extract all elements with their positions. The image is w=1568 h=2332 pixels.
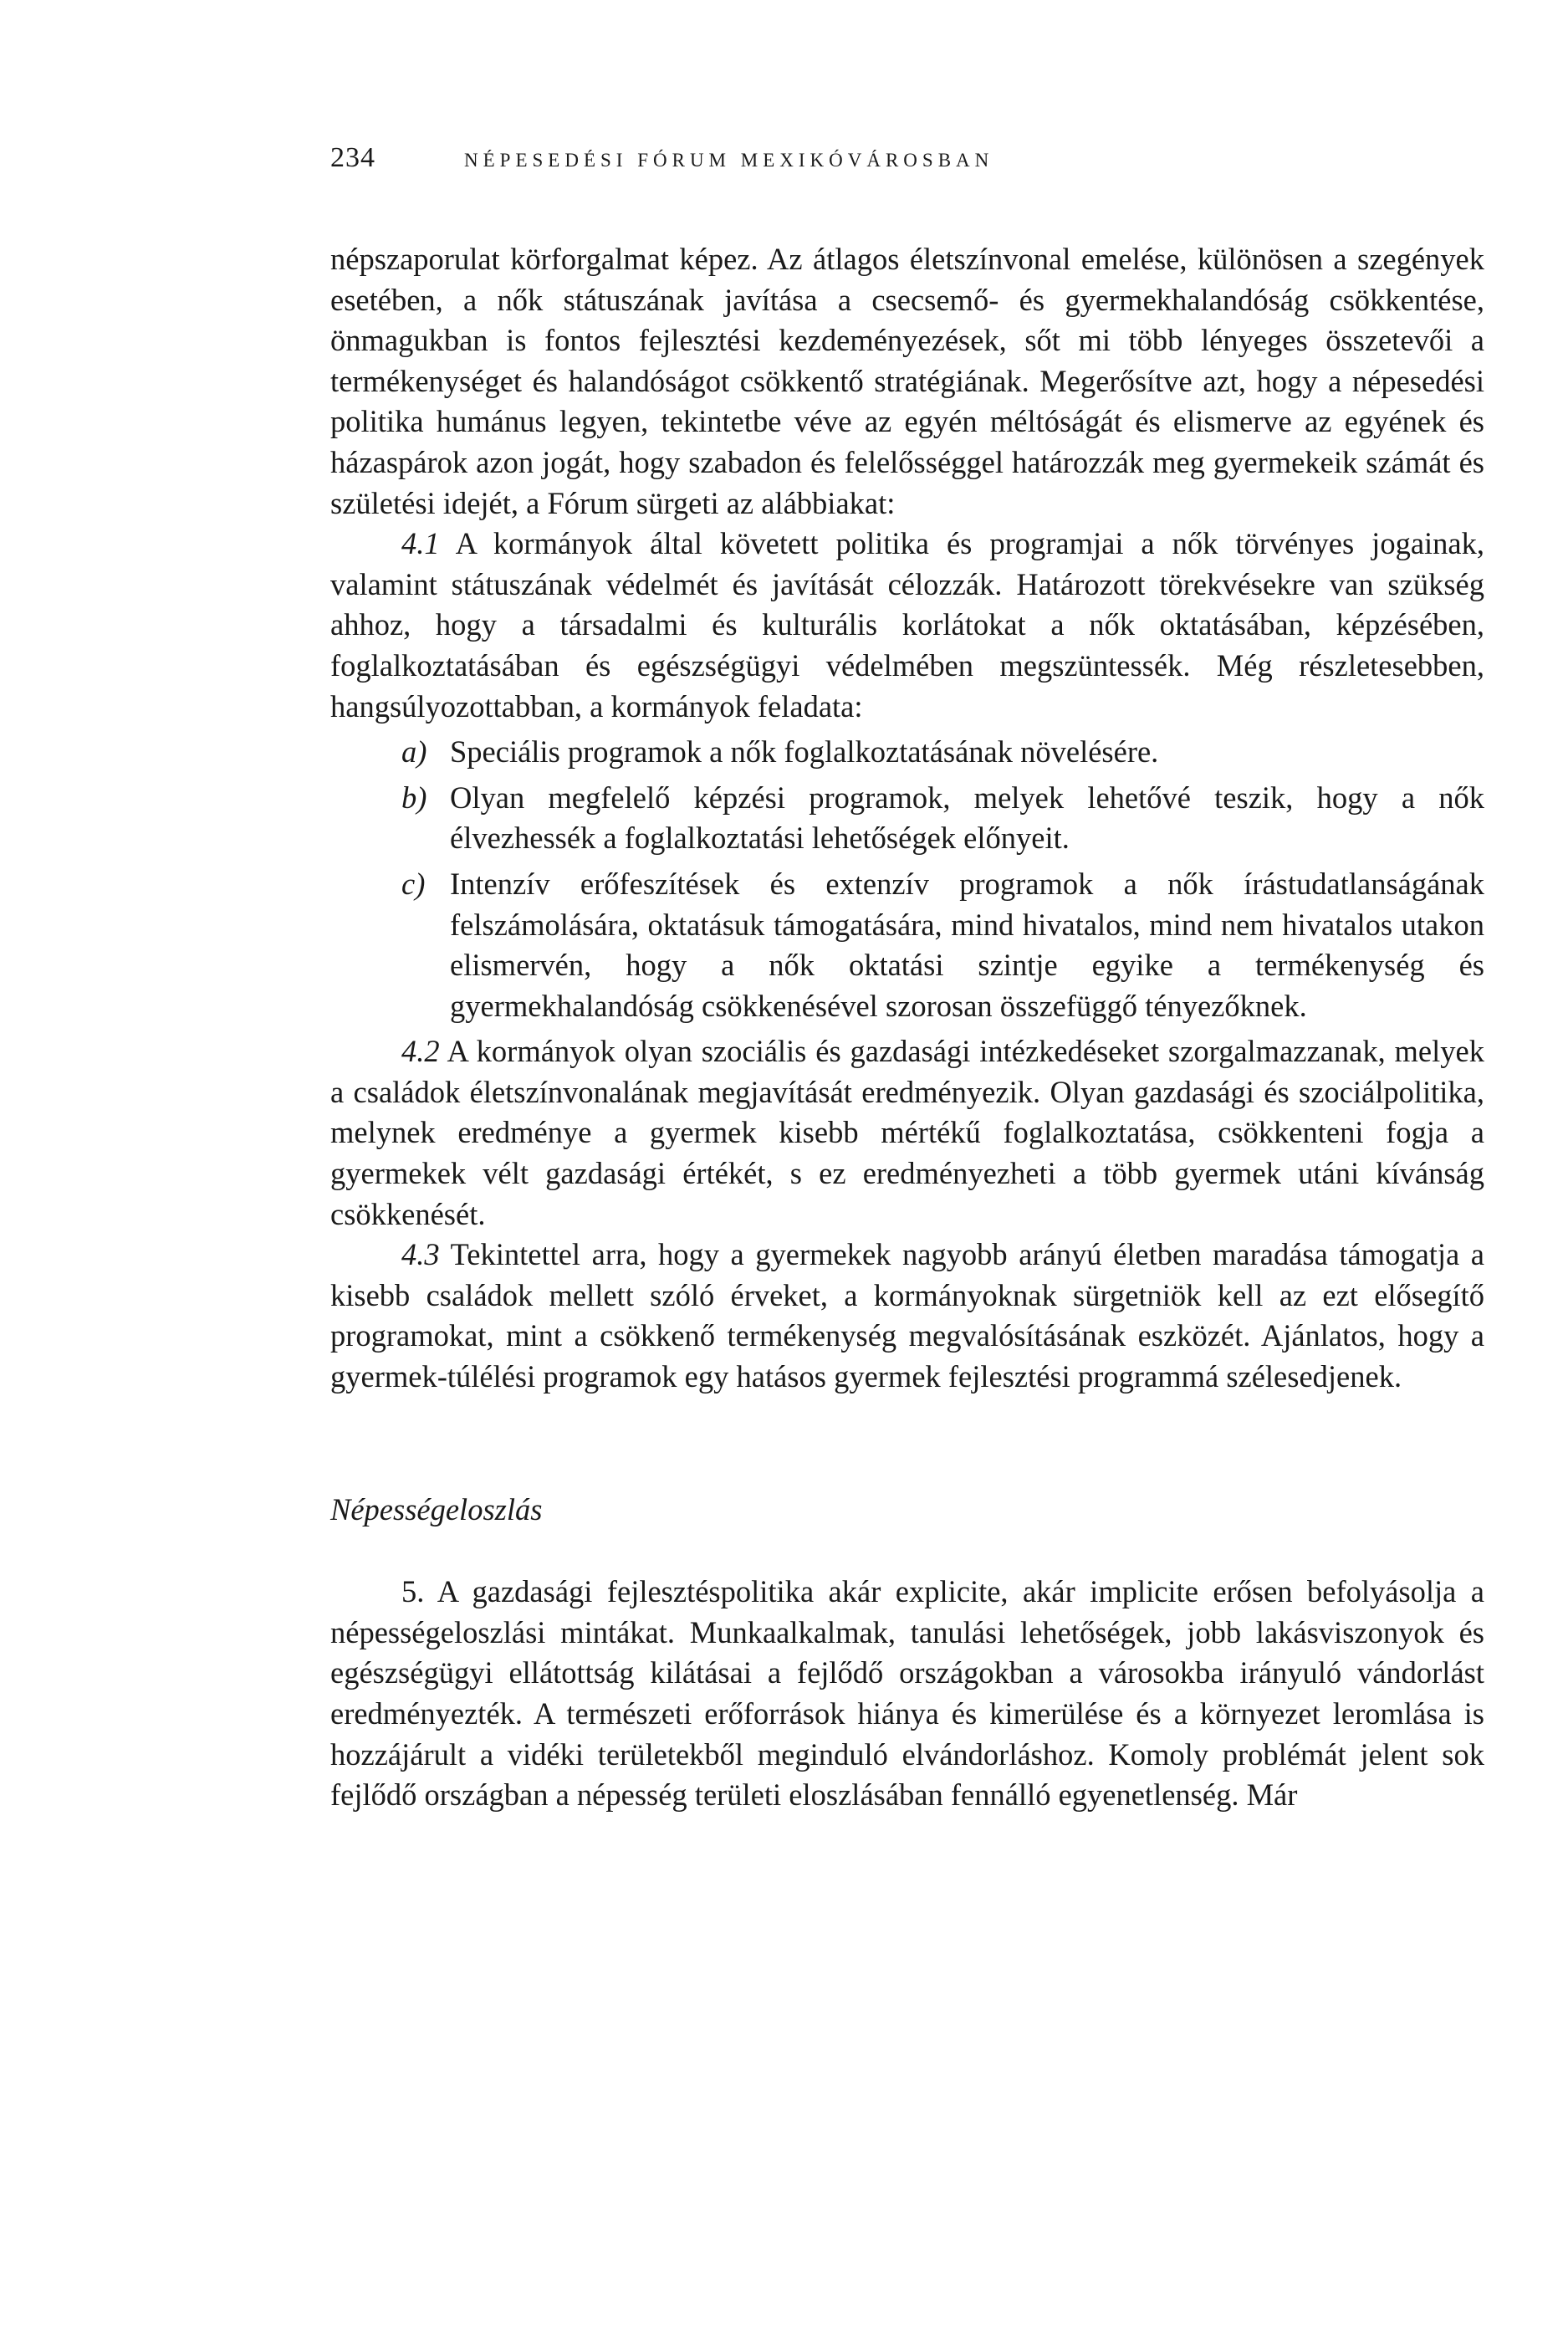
- book-page: [330, 142, 1484, 1816]
- page-body: [330, 239, 1484, 1816]
- requirements-list: [330, 732, 1484, 1026]
- intro-paragraph: népszaporulat körforgalmat képez. Az átlagos életszínvonal emelése, különösen a szegények esetében, a nők státuszának javítása a csecsemő- és gyermekhalandóság csökkentése, önmagukban is fontos fejlesztési kezdeményezések, sőt mi több lényeges összetevői a termékenységet és halandóságot csökkentő stratégiának. Megerősítve azt, hogy a népesedési politika humánus legyen, tekintetbe véve az egyén méltóságát és elismerve az egyének és házaspárok azon jogát, hogy szabadon és felelősséggel határozzák meg gyermekeik számát és születési idejét, a Fórum sürgeti az alábbiakat:: [330, 242, 1484, 520]
- section-number: 4.2: [401, 1034, 440, 1069]
- running-head: NÉPESEDÉSI FÓRUM MEXIKÓVÁROSBAN: [464, 150, 994, 171]
- list-item-text: Intenzív erőfeszítések és extenzív programok a nők írástudatlanságának felszámolására, oktatásuk támogatására, mind hivatalos, mind nem hivatalos utakon elismervén, hogy a nők oktatási szintje egyike a termékenység és gyermekhalandóság csökkenésével szorosan összefüggő tényezőknek.: [450, 866, 1484, 1023]
- section-text: A kormányok által követett politika és programjai a nők törvényes jogainak, valamint státuszának védelmét és javítását célozzák. Határozott törekvésekre van szükség ahhoz, hogy a társadalmi és kulturális korlátokat a nők oktatásában, képzésében, foglalkoztatásában és egészségügyi védelmében megszüntessék. Még részletesebben, hangsúlyozottabban, a kormányok feladata:: [330, 526, 1484, 724]
- section-4-1-paragraph: [330, 524, 1484, 727]
- list-marker: c): [401, 866, 426, 901]
- section-text: A kormányok olyan szociális és gazdasági intézkedéseket szorgalmazzanak, melyek a családok életszínvonalának megjavítását eredményezik. Olyan gazdasági és szociálpolitika, melynek eredménye a gyermek kisebb mértékű foglalkoztatása, csökkenteni fogja a gyermekek vélt gazdasági értékét, s ez eredményezheti a több gyermek utáni kívánság csökkenését.: [330, 1034, 1484, 1231]
- section-text: Tekintettel arra, hogy a gyermekek nagyobb arányú életben maradása támogatja a kisebb családok mellett szóló érveket, a kormányoknak sürgetniök kell az ezt elősegítő programokat, mint a csökkenő termékenység megvalósításának eszközét. Ajánlatos, hogy a gyermek-túlélési programok egy hatásos gyermek fejlesztési programmá szélesedjenek.: [330, 1237, 1484, 1394]
- section-number: 4.3: [401, 1237, 440, 1272]
- section-5-paragraph: [330, 1572, 1484, 1816]
- section-4-2-paragraph: [330, 1031, 1484, 1235]
- list-item: [330, 778, 1484, 859]
- section-text: A gazdasági fejlesztéspolitika akár explicite, akár implicite erősen befolyásolja a népességeloszlási mintákat. Munkaalkalmak, tanulási lehetőségek, jobb lakásviszonyok és egészségügyi ellátottság kilátásai a fejlődő országokban a városokba irányuló vándorlást eredményezték. A természeti erőforrások hiánya és kimerülése és a környezet leromlása is hozzájárult a vidéki területekből meginduló elvándorláshoz. Komoly problémát jelent sok fejlődő országban a népesség területi eloszlásában fennálló egyenetlenség. Már: [330, 1574, 1484, 1813]
- section-number: 5.: [401, 1574, 425, 1609]
- page-header: [330, 142, 1484, 192]
- list-item-text: Olyan megfelelő képzési programok, melyek lehetővé teszik, hogy a nők élvezhessék a foglalkoztatási lehetőségek előnyeit.: [450, 780, 1484, 856]
- list-marker: a): [401, 734, 427, 770]
- list-item: [330, 732, 1484, 773]
- section-heading: Népességeloszlás: [330, 1491, 543, 1527]
- list-item-text: Speciális programok a nők foglalkoztatásának növelésére.: [450, 734, 1159, 770]
- section-number: 4.1: [401, 526, 440, 561]
- section-4-3-paragraph: [330, 1235, 1484, 1397]
- list-marker: b): [401, 780, 427, 815]
- page-number: 234: [330, 142, 375, 173]
- list-item: [330, 864, 1484, 1026]
